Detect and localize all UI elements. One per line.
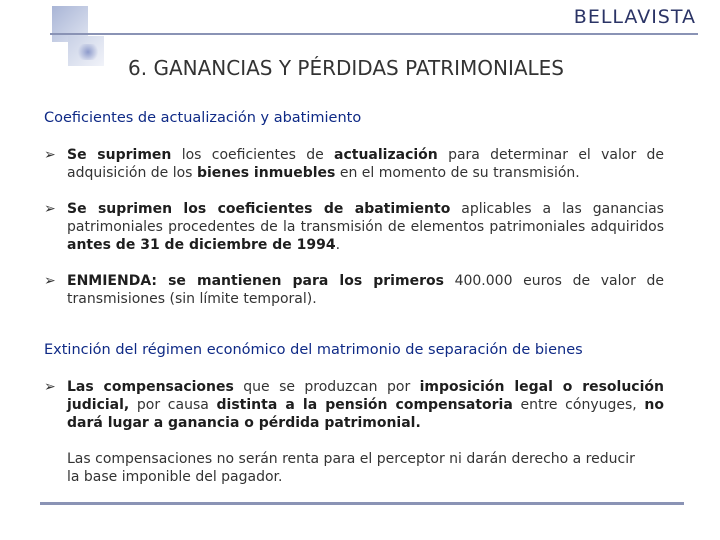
section-heading-extincion: Extinción del régimen económico del matrimonio de separación de bienes: [44, 342, 583, 358]
note-text: Las compensaciones no serán renta para el perceptor ni darán derecho a reducir la base imponible del pagador.: [67, 451, 635, 485]
footer-divider: [40, 502, 684, 505]
arrow-bullet-icon: ➢: [44, 147, 56, 163]
bullet-item: [44, 200, 664, 254]
brand-logo: BELLAVISTA: [573, 6, 696, 28]
bullet-text: Las compensaciones que se produzcan por imposición legal o resolución judicial, por causa distinta a la pensión compensatoria entre cónyuges, no dará lugar a ganancia o pérdida patrimonial.: [67, 379, 664, 431]
bullet-item: [44, 272, 664, 308]
header-divider: [50, 33, 698, 35]
page-title: 6. GANANCIAS Y PÉRDIDAS PATRIMONIALES: [128, 56, 565, 80]
arrow-bullet-icon: ➢: [44, 273, 56, 289]
logo-square-glow: [78, 44, 98, 60]
bullet-item: [44, 378, 664, 432]
arrow-bullet-icon: ➢: [44, 201, 56, 217]
bullet-text: Se suprimen los coeficientes de abatimiento aplicables a las ganancias patrimoniales procedentes de la transmisión de elementos patrimoniales adquiridos antes de 31 de diciembre de 1994.: [67, 201, 664, 253]
bullet-text: Se suprimen los coeficientes de actualización para determinar el valor de adquisición de los bienes inmuebles en el momento de su transmisión.: [67, 147, 665, 181]
arrow-bullet-icon: ➢: [44, 379, 56, 395]
section-heading-coeficientes: Coeficientes de actualización y abatimiento: [44, 110, 362, 126]
bullet-item: [44, 146, 664, 182]
bullet-text: ENMIENDA: se mantienen para los primeros 400.000 euros de valor de transmisiones (sin límite temporal).: [67, 273, 664, 307]
